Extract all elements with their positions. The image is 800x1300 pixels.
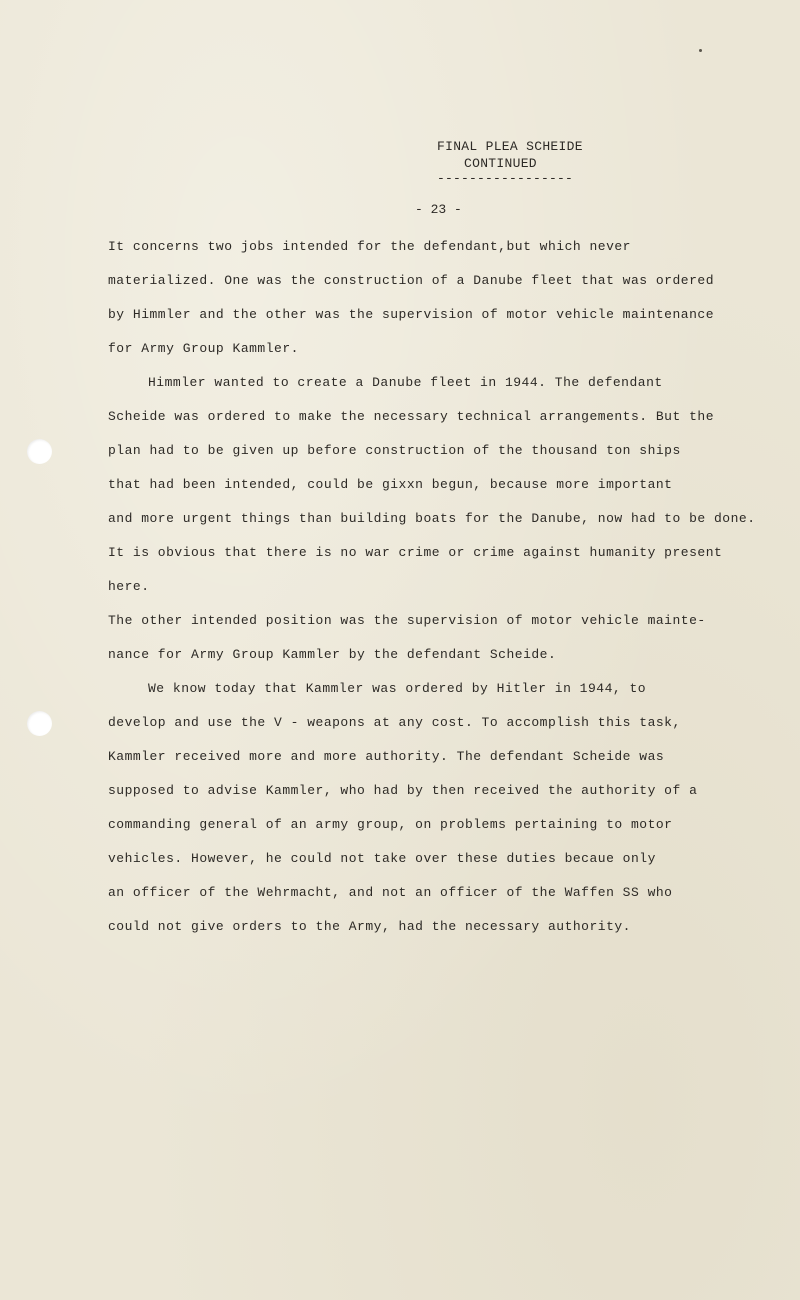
document-header <box>437 138 583 187</box>
body-line: commanding general of an army group, on problems pertaining to motor <box>108 817 673 832</box>
body-line: Scheide was ordered to make the necessary technical arrangements. But the <box>108 409 714 424</box>
body-line: nance for Army Group Kammler by the defendant Scheide. <box>108 647 557 662</box>
body-line: The other intended position was the supervision of motor vehicle mainte- <box>108 613 706 628</box>
body-line: We know today that Kammler was ordered by Hitler in 1944, to <box>148 681 647 696</box>
punch-hole-upper <box>27 439 52 464</box>
body-line: vehicles. However, he could not take over these duties becaue only <box>108 851 656 866</box>
body-line: that had been intended, could be gixxn begun, because more important <box>108 477 673 492</box>
body-line: Himmler wanted to create a Danube fleet in 1944. The defendant <box>148 375 663 390</box>
body-line: materialized. One was the construction of a Danube fleet that was ordered <box>108 273 714 288</box>
body-line: an officer of the Wehrmacht, and not an officer of the Waffen SS who <box>108 885 673 900</box>
header-continued: CONTINUED <box>464 156 537 171</box>
body-line: for Army Group Kammler. <box>108 341 299 356</box>
ink-speck <box>699 49 702 52</box>
page-number: - 23 - <box>415 202 462 217</box>
body-line: supposed to advise Kammler, who had by then received the authority of a <box>108 783 698 798</box>
body-line: It concerns two jobs intended for the defendant,but which never <box>108 239 631 254</box>
body-line: by Himmler and the other was the supervision of motor vehicle maintenance <box>108 307 714 322</box>
body-line: here. <box>108 579 150 594</box>
body-line: It is obvious that there is no war crime or crime against humanity present <box>108 545 723 560</box>
body-line: and more urgent things than building boats for the Danube, now had to be done. <box>108 511 756 526</box>
header-title: FINAL PLEA SCHEIDE <box>437 139 583 154</box>
body-line: could not give orders to the Army, had the necessary authority. <box>108 919 631 934</box>
punch-hole-lower <box>27 711 52 736</box>
body-line: plan had to be given up before construction of the thousand ton ships <box>108 443 681 458</box>
header-rule: ----------------- <box>437 171 574 186</box>
body-line: develop and use the V - weapons at any cost. To accomplish this task, <box>108 715 681 730</box>
body-line: Kammler received more and more authority. The defendant Scheide was <box>108 749 665 764</box>
body-text <box>108 230 756 944</box>
